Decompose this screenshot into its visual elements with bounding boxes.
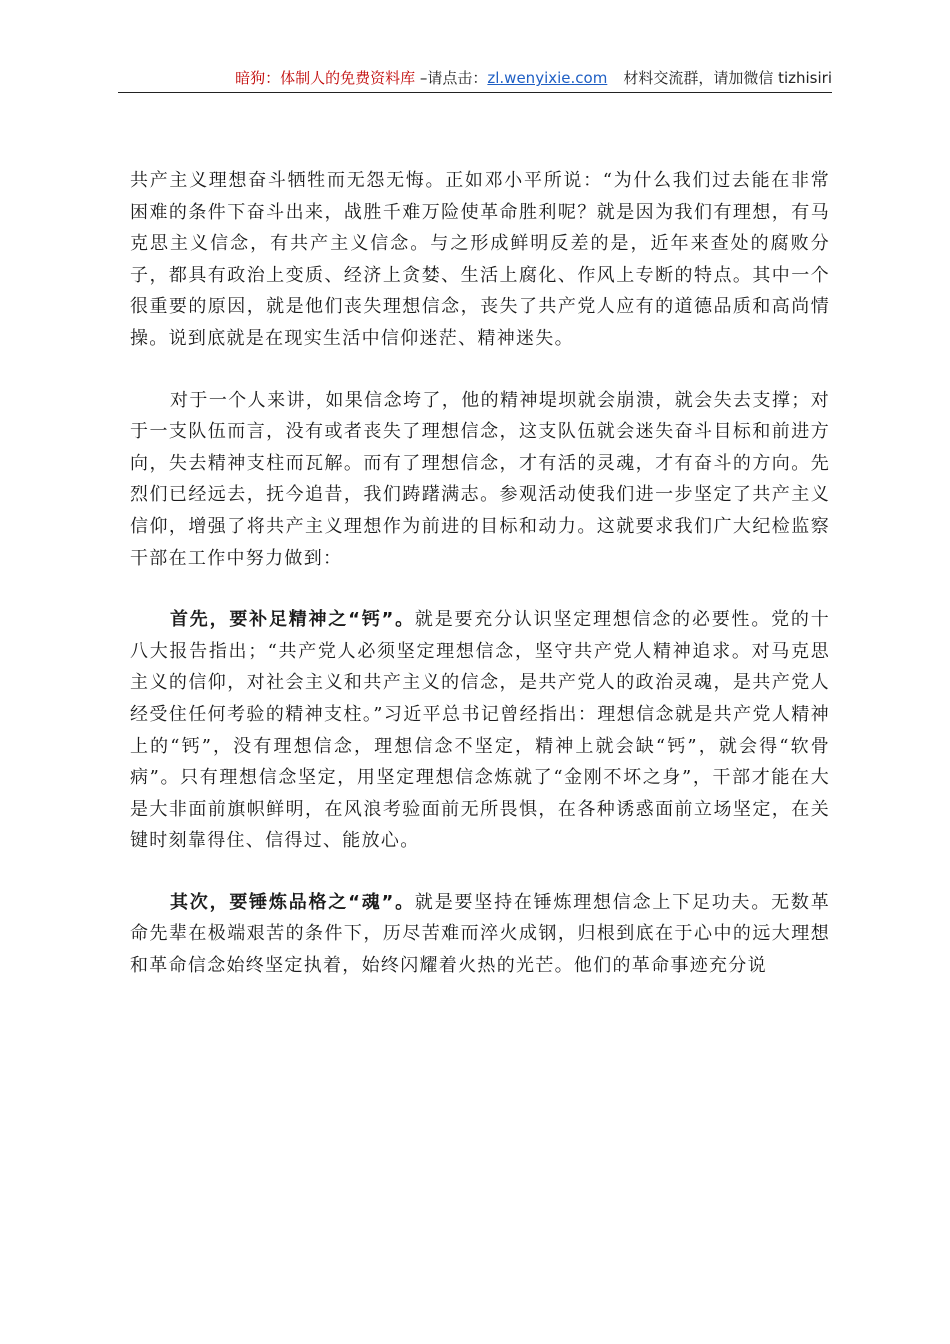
paragraph-3-lead: 首先，要补足精神之“钙”。: [170, 609, 415, 631]
paragraph-4-text: 就是要坚持在锤炼理想信念上下足功夫。无数革命先辈在极端艰苦的条件下，历尽苦难而淬火成钢，归根到底在于心中的远大理想和革命信念始终坚定执着，始终闪耀着火热的光芒。他们的革命事迹充分说: [130, 891, 830, 977]
paragraph-4: [130, 887, 830, 982]
paragraph-2: 对于一个人来讲，如果信念垮了，他的精神堤坝就会崩溃，就会失去支撑；对于一支队伍而言，没有或者丧失了理想信念，这支队伍就会迷失奋斗目标和前进方向，失去精神支柱而瓦解。而有了理想信念，才有活的灵魂，才有奋斗的方向。先烈们已经远去，抚今追昔，我们踌躇满志。参观活动使我们进一步坚定了共产主义信仰，增强了将共产主义理想作为前进的目标和动力。这就要求我们广大纪检监察干部在工作中努力做到：: [130, 389, 830, 569]
paragraph-3: [130, 604, 830, 857]
paragraph-3-text: 就是要充分认识坚定理想信念的必要性。党的十八大报告指出；“共产党人必须坚定理想信念，坚守共产党人精神追求。对马克思主义的信仰，对社会主义和共产主义的信念，是共产党人的政治灵魂，是共产党人经受住任何考验的精神支柱。”习近平总书记曾经指出：理想信念就是共产党人精神上的“钙”，没有理想信念，理想信念不坚定，精神上就会缺“钙”，就会得“软骨病”。只有理想信念坚定，用坚定理想信念炼就了“金刚不坏之身”，干部才能在大是大非面前旗帜鲜明，在风浪考验面前无所畏惧，在各种诱惑面前立场坚定，在关键时刻靠得住、信得过、能放心。: [130, 609, 830, 852]
paragraph-4-lead: 其次，要锤炼品格之“魂”。: [170, 891, 415, 913]
header-prompt: –请点击：: [415, 69, 488, 87]
paragraph-1: 共产主义理想奋斗牺牲而无怨无悔。正如邓小平所说：“为什么我们过去能在非常困难的条件下奋斗出来，战胜千难万险使革命胜利呢？就是因为我们有理想，有马克思主义信念，有共产主义信念。与之形成鲜明反差的是，近年来查处的腐败分子，都具有政治上变质、经济上贪婪、生活上腐化、作风上专断的特点。其中一个很重要的原因，就是他们丧失理想信念，丧失了共产党人应有的道德品质和高尚情操。说到底就是在现实生活中信仰迷茫、精神迷失。: [130, 170, 830, 349]
header-brand: 暗狗：体制人的免费资料库: [235, 69, 416, 87]
header-contact: 材料交流群，请加微信 tizhisiri: [623, 69, 832, 87]
header-link[interactable]: zl.wenyixie.com: [487, 69, 608, 87]
page-header: [118, 64, 832, 93]
document-body: [130, 165, 830, 1012]
